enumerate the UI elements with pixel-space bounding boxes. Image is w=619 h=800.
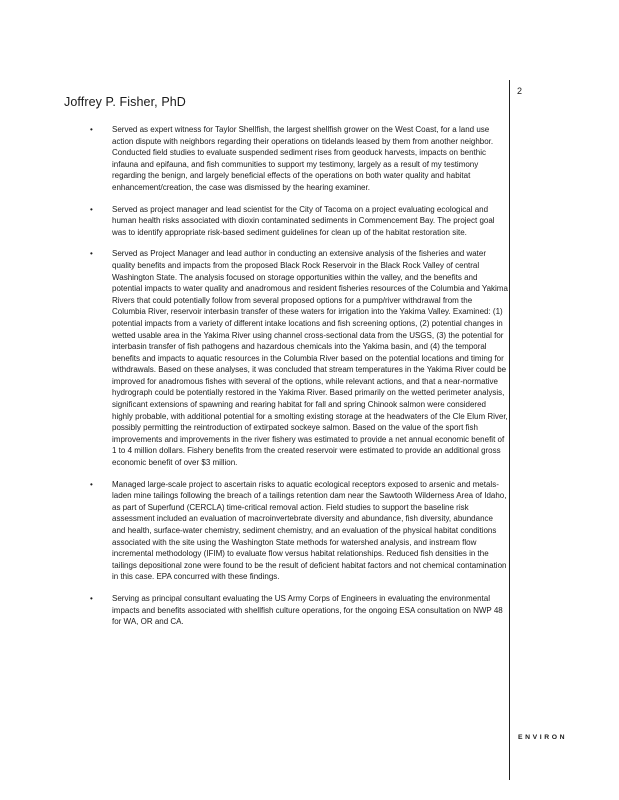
list-item-text: Managed large-scale project to ascertain risks to aquatic ecological receptors exposed to arsenic and metals-laden mine tailings following the breach of a tailings retention dam near the Sawtooth Wilderness Area of Idaho, as part of Superfund (CERCLA) time-critical removal action. Field studies to support the baseline risk assessment included an evaluation of macroinvertebrate diversity and abundance, fish diversity, abundance and health, surface-water chemistry, sediment chemistry, and an evaluation of the physical habitat conditions associated with the site using the Washington State methods for watershed analysis, and instream flow incremental methodology (IFIM) to evaluate flow versus habitat relationships. Reduced fish densities in the tailings depositional zone were found to be the result of deficient habitat factors and not chemical contamination in this case. EPA concurred with these findings.	[112, 479, 507, 582]
list-item	[90, 248, 508, 468]
bullet-icon: •	[90, 125, 93, 134]
list-item	[90, 593, 508, 628]
bullet-icon: •	[90, 249, 93, 259]
list-item	[90, 124, 508, 194]
bullet-icon: •	[90, 204, 93, 214]
vertical-divider	[509, 80, 510, 780]
list-item	[90, 479, 508, 583]
bullet-icon: •	[90, 593, 93, 603]
environ-logo: ENVIRON	[518, 734, 568, 741]
experience-list	[90, 124, 508, 638]
page-number: 2	[517, 86, 523, 96]
author-name: Joffrey P. Fisher, PhD	[64, 95, 186, 109]
list-item-text: Served as expert witness for Taylor Shellfish, the largest shellfish grower on the West Coast, for a land use action dispute with neighbors regarding their operations on tidelands leased by them from another neighbor. Conducted field studies to evaluate suspended sediment rises from geoduck harvests, impacts on benthic infauna and epifauna, and fish communities to support my testimony, largely as a result of my testimony regarding the benign, and largely beneficial effects of the operations on both water quality and habitat enhancement/creation, the case was dismissed by the hearing examiner.	[112, 125, 494, 192]
bullet-icon: •	[90, 479, 93, 489]
list-item-text: Serving as principal consultant evaluating the US Army Corps of Engineers in evaluating the environmental impacts and benefits associated with shellfish culture operations, for the ongoing ESA consultation on NWP 48 for WA, OR and CA.	[112, 593, 503, 627]
list-item-text: Served as Project Manager and lead author in conducting an extensive analysis of the fisheries and water quality benefits and impacts from the proposed Black Rock Reservoir in the Black Rock Valley of central Washington State. The analysis focused on storage opportunities within the valley, and the benefits and potential impacts to water quality and anadromous and resident fisheries resources of the Columbia and Yakima Rivers that could potentially follow from several proposed options for a pump/river withdrawal from the Columbia River, reservoir interbasin transfer of these waters for irrigation into the Yakima Valley. Examined: (1) potential impacts from a variety of different intake locations and fish screening options, (2) potential changes in wetted usable area in the Yakima River using channel cross-sectional data from the USGS, (3) the potential for interbasin transfer of fish pathogens and hazardous chemicals into the Yakima basin, and (4) the temporal benefits and impacts to aquatic resources in the Columbia River based on the potential locations and timing for withdrawals. Based on these analyses, it was concluded that stream temperatures in the Yakima River could be improved for anadromous fishes with several of the options, while relevant actions, and that a near-normative hydrograph could be potentially restored in the Yakima River. Based primarily on the wetted perimeter analysis, significant extensions of spawning and rearing habitat for fall and spring Chinook salmon were considered highly probable, with additional potential for a smolting existing storage at the headwaters of the Cle Elum River, possibly permitting the reintroduction of extirpated sockeye salmon. Based on the value of the sport fish improvements and improvements in the river fishery was estimated to provide a net annual economic benefit of 1 to 4 million dollars. Fishery benefits from the created reservoir were estimated to provide an additional gross economic benefit of over $3 million.	[112, 249, 508, 468]
list-item	[90, 204, 508, 239]
list-item-text: Served as project manager and lead scientist for the City of Tacoma on a project evaluating ecological and human health risks associated with dioxin contaminated sediments in Commencement Bay. The project goal was to identify appropriate risk-based sediment guidelines for clean up of the habitat restoration site.	[112, 204, 495, 237]
